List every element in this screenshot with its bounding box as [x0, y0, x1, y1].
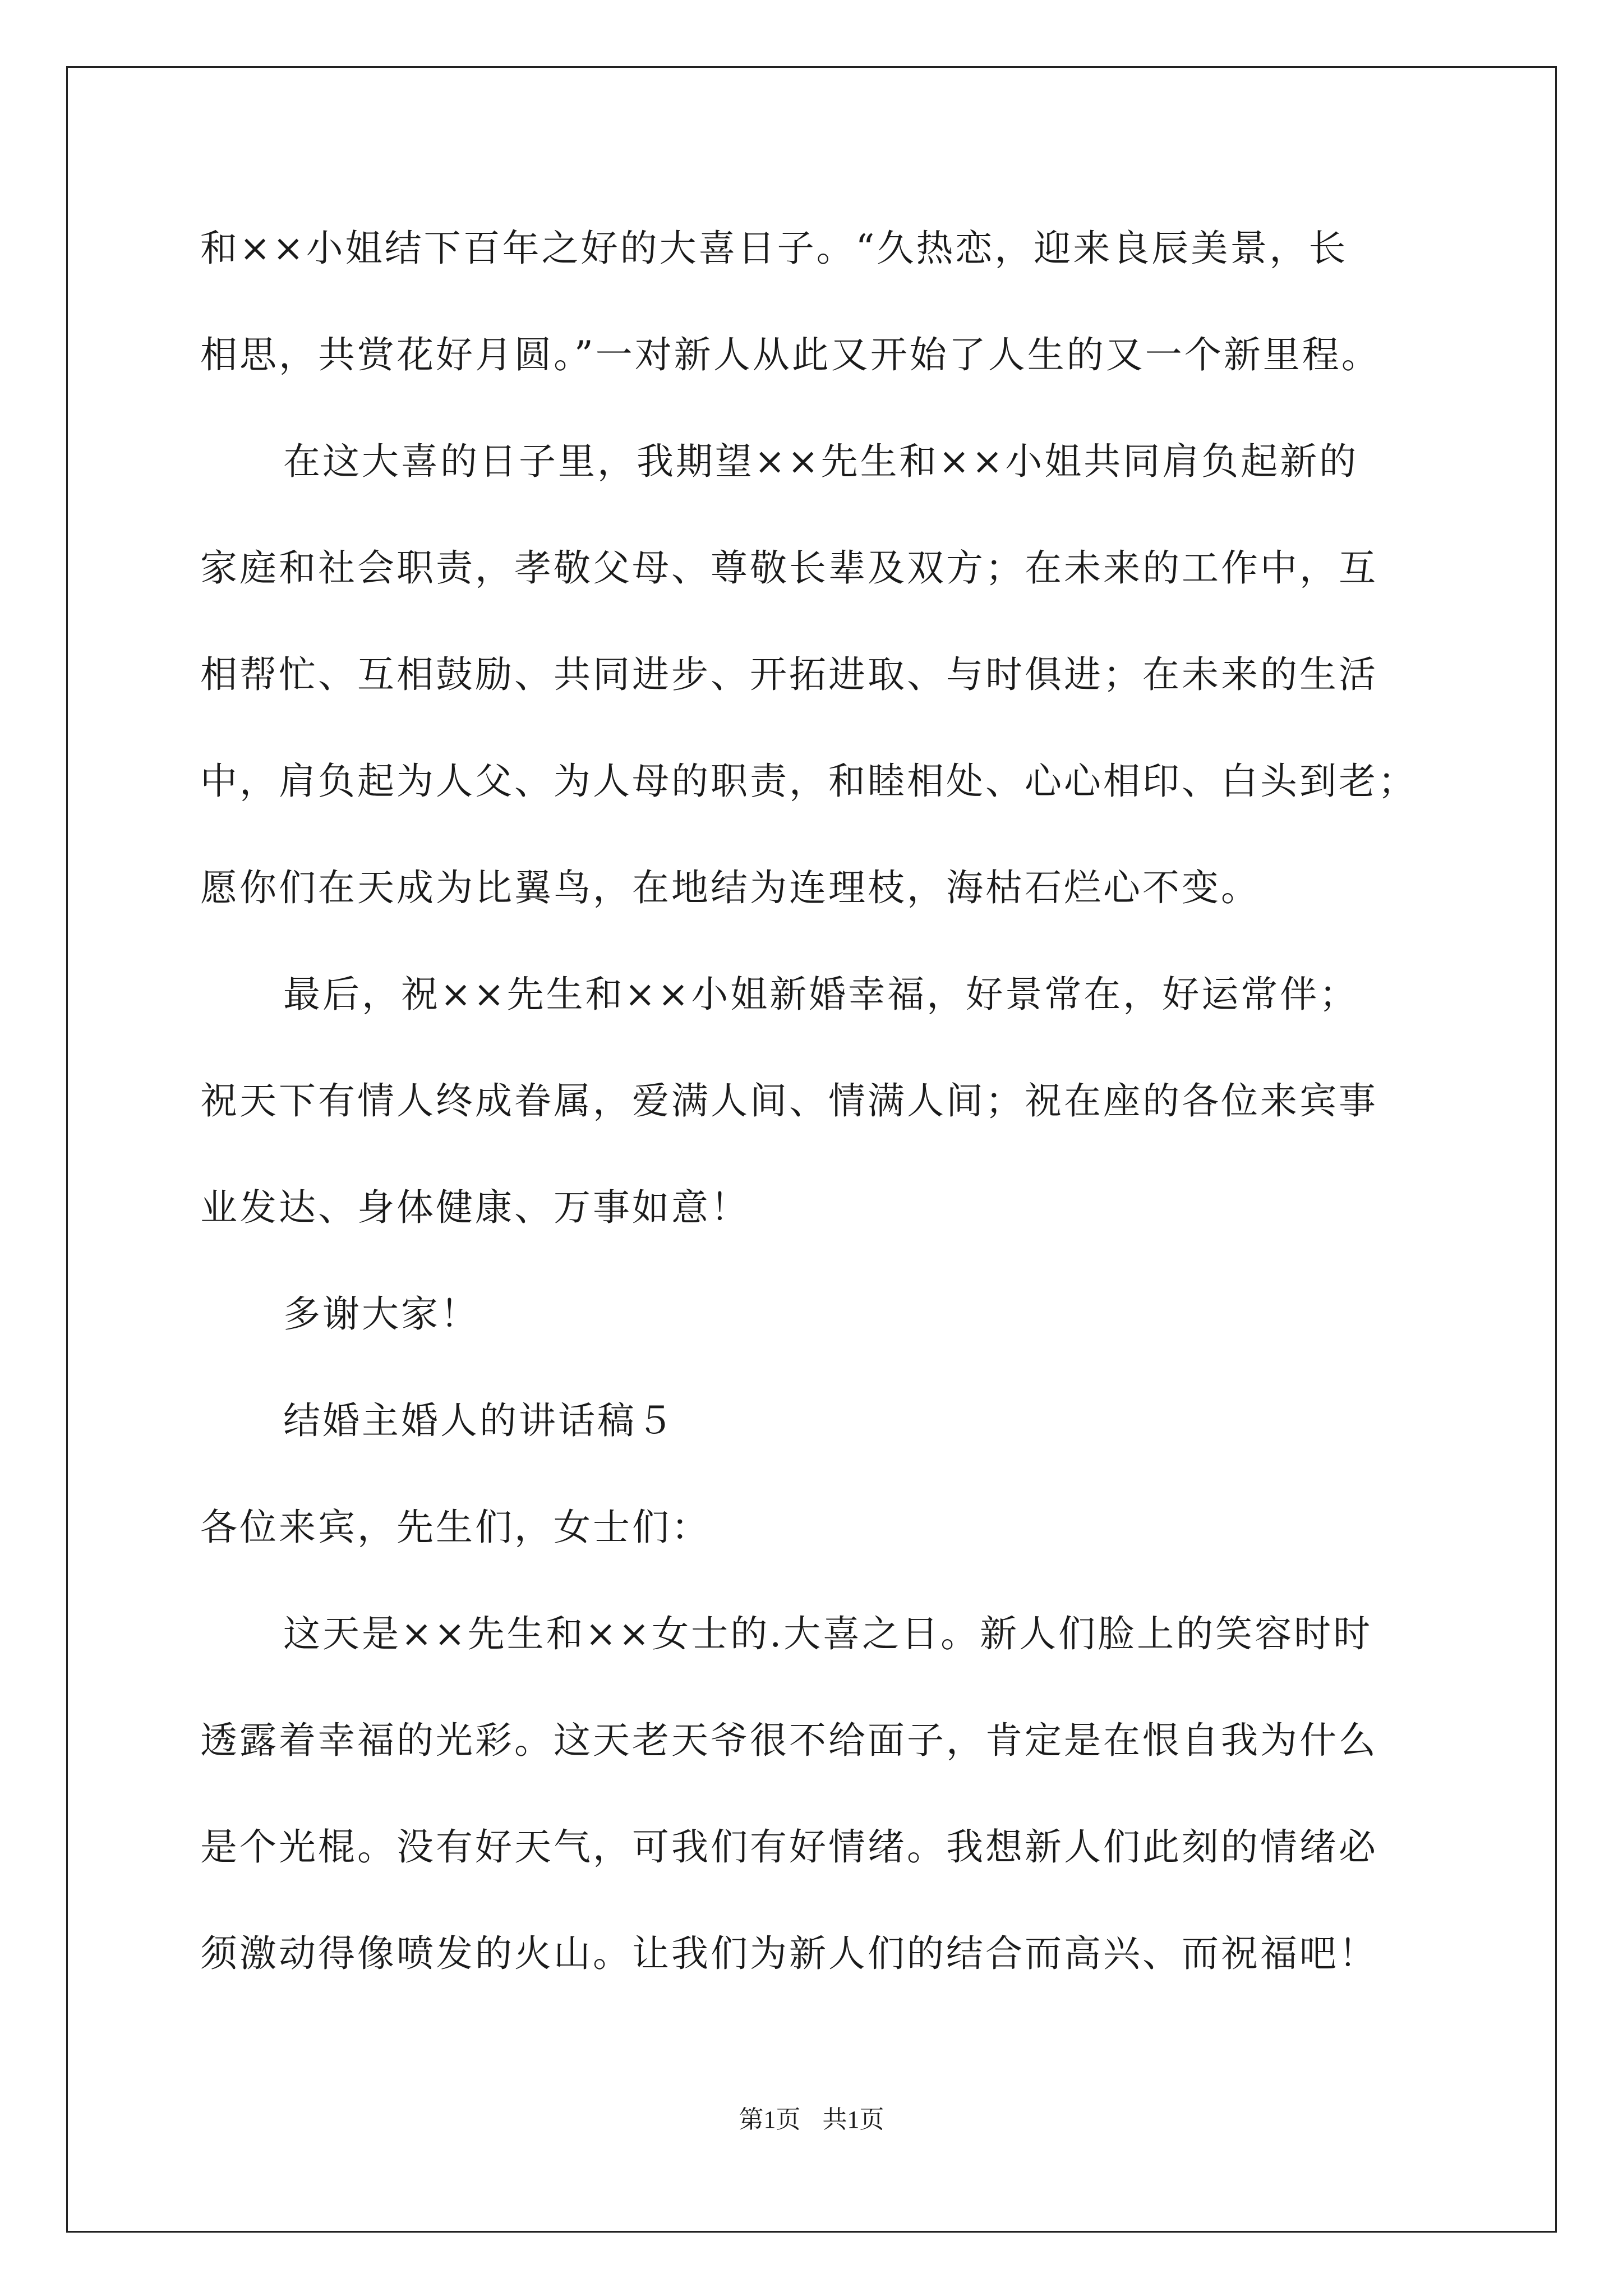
- page-total: 共1页: [822, 2106, 884, 2133]
- text-line: 和××小姐结下百年之好的大喜日子。“久热恋，迎来良辰美景，长: [200, 227, 1348, 270]
- text-line: 多谢大家！: [283, 1292, 479, 1336]
- page-footer: [0, 2099, 1623, 2135]
- text-line: 家庭和社会职责，孝敬父母、尊敬长辈及双方；在未来的工作中，互: [200, 546, 1378, 590]
- salutation: 各位来宾，先生们，女士们：: [200, 1506, 711, 1549]
- page-number: 第1页: [739, 2106, 801, 2133]
- text-line: 祝天下有情人终成眷属，爱满人间、情满人间；祝在座的各位来宾事: [200, 1079, 1378, 1122]
- text-line: 这天是××先生和××女士的.大喜之日。新人们脸上的笑容时时: [283, 1612, 1373, 1655]
- page-border: [66, 66, 1557, 2233]
- text-line: 是个光棍。没有好天气，可我们有好情绪。我想新人们此刻的情绪必: [200, 1825, 1378, 1869]
- text-line: 相思，共赏花好月圆。”一对新人从此又开始了人生的又一个新里程。: [200, 333, 1381, 376]
- text-line: 业发达、身体健康、万事如意！: [200, 1186, 750, 1229]
- text-line: 中，肩负起为人父、为人母的职责，和睦相处、心心相印、白头到老；: [200, 760, 1417, 803]
- text-line: 透露着幸福的光彩。这天老天爷很不给面子，肯定是在恨自我为什么: [200, 1719, 1378, 1762]
- text-line: 最后，祝××先生和××小姐新婚幸福，好景常在，好运常伴；: [283, 973, 1359, 1016]
- text-line: 愿你们在天成为比翼鸟，在地结为连理枝，海枯石烂心不变。: [200, 866, 1260, 909]
- text-line: 须激动得像喷发的火山。让我们为新人们的结合而高兴、而祝福吧！: [200, 1932, 1378, 1975]
- text-line: 相帮忙、互相鼓励、共同进步、开拓进取、与时俱进；在未来的生活: [200, 653, 1378, 696]
- section-heading: 结婚主婚人的讲话稿５: [283, 1399, 676, 1442]
- text-line: 在这大喜的日子里，我期望××先生和××小姐共同肩负起新的: [283, 440, 1359, 483]
